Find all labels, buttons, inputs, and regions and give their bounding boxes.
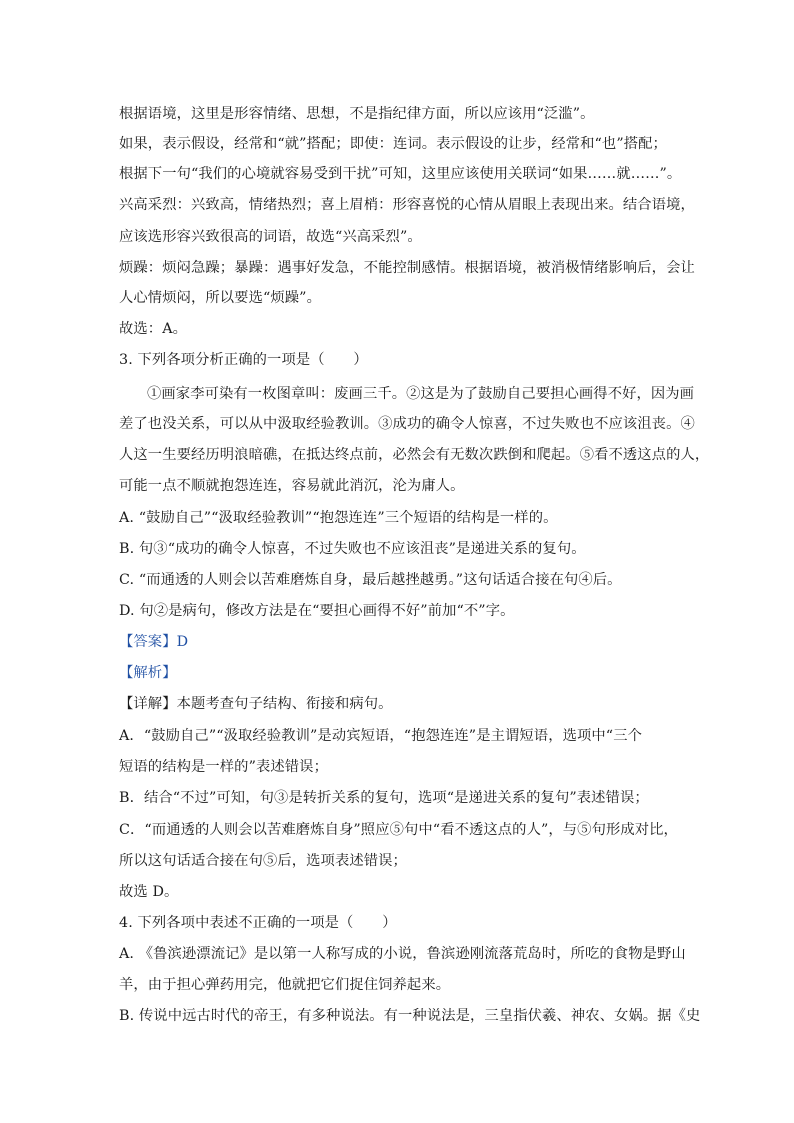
option-a: A. 《鲁滨逊漂流记》是以第一人称写成的小说，鲁滨逊刚流落荒岛时，所吃的食物是野山 <box>119 946 686 962</box>
question-4-title: 4. 下列各项中表述不正确的一项是（ ） <box>119 915 397 931</box>
option-b: B. 传说中远古时代的帝王，有多种说法。有一种说法是，三皇指伏羲、神农、女娲。据《史 <box>119 1008 701 1024</box>
detail-line: 所以这句话适合接在句⑤后，选项表述错误； <box>119 853 407 869</box>
passage-line: 人这一生要经历明浪暗礁，在抵达终点前，必然会有无数次跌倒和爬起。⑤看不透这点的人， <box>119 447 710 463</box>
analysis-label: 【解析】 <box>119 665 177 681</box>
paragraph-line: 烦躁：烦闷急躁；暴躁：遇事好发急，不能控制感情。根据语境，被消极情绪影响后，会让 <box>119 260 695 276</box>
paragraph-line: 应该选形容兴致很高的词语，故选“兴高采烈”。 <box>119 229 422 245</box>
paragraph-line: 根据语境，这里是形容情绪、思想，不是指纪律方面，所以应该用“泛滥”。 <box>119 106 595 122</box>
option-b: B. 句③“成功的确令人惊喜，不过失败也不应该沮丧”是递进关系的复句。 <box>119 541 586 557</box>
option-a-continued: 羊，由于担心弹药用完，他就把它们捉住饲养起来。 <box>119 977 451 993</box>
detail-line: C．“而通透的人则会以苦难磨炼自身”照应⑤句中“看不透这点的人”，与⑤句形成对比， <box>119 822 678 838</box>
detail-line: A．“鼓励自己”“汲取经验教训”是动宾短语，“抱怨连连”是主谓短语，选项中“三个 <box>119 728 642 744</box>
passage-line: 差了也没关系，可以从中汲取经验教训。③成功的确令人惊喜，不过失败也不应该沮丧。④ <box>119 416 695 432</box>
option-c: C. “而通透的人则会以苦难磨炼自身，最后越挫越勇。”这句话适合接在句④后。 <box>119 572 622 588</box>
option-d: D. 句②是病句，修改方法是在“要担心画得不好”前加“不”字。 <box>119 603 515 619</box>
detail-line: 短语的结构是一样的”表述错误； <box>119 759 328 775</box>
paragraph-line: 根据下一句“我们的心境就容易受到干扰”可知，这里应该使用关联词“如果……就……”。 <box>119 166 682 182</box>
paragraph-line: 故选：A。 <box>119 321 188 337</box>
paragraph-line: 人心情烦闷，所以要选“烦躁”。 <box>119 290 321 306</box>
detail-line: 【详解】本题考查句子结构、衔接和病句。 <box>119 696 393 712</box>
answer-label: 【答案】D <box>119 634 189 650</box>
option-a: A. “鼓励自己”“汲取经验教训”“抱怨连连”三个短语的结构是一样的。 <box>119 510 558 526</box>
detail-line: 故选 D。 <box>119 884 179 900</box>
question-3-title: 3. 下列各项分析正确的一项是（ ） <box>119 352 368 368</box>
passage-line: ①画家李可染有一枚图章叫：废画三千。②这是为了鼓励自己要担心画得不好，因为画 <box>147 386 695 402</box>
paragraph-line: 兴高采烈：兴致高，情绪热烈；喜上眉梢：形容喜悦的心情从眉眼上表现出来。结合语境， <box>119 197 695 213</box>
detail-line: B．结合“不过”可知，句③是转折关系的复句，选项“是递进关系的复句”表述错误； <box>119 790 649 806</box>
passage-line: 可能一点不顺就抱怨连连，容易就此消沉，沦为庸人。 <box>119 478 465 494</box>
paragraph-line: 如果，表示假设，经常和“就”搭配；即使：连词。表示假设的让步，经常和“也”搭配； <box>119 136 667 152</box>
